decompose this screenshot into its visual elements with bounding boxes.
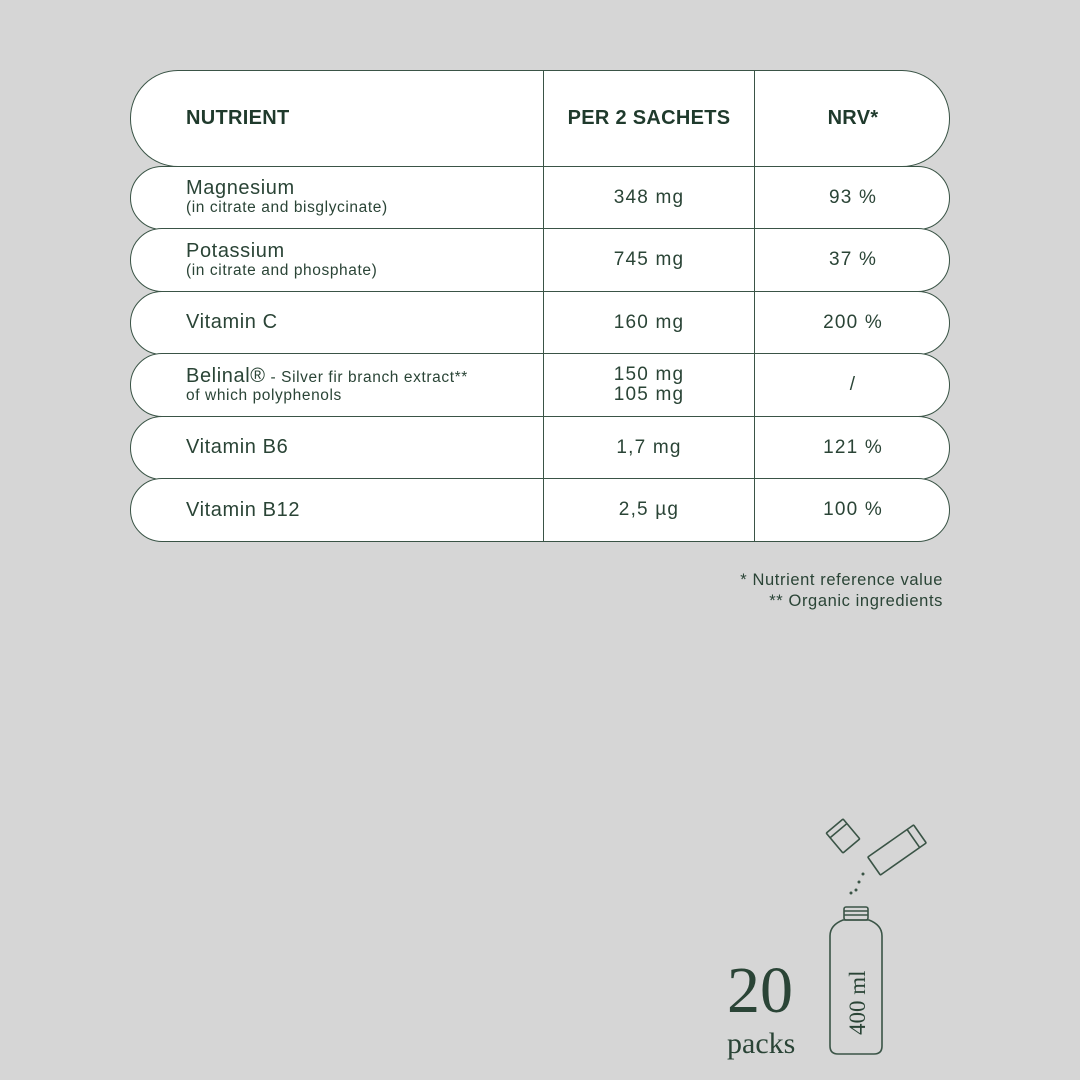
amount-cell: [544, 167, 754, 229]
nutrient-name: Magnesium: [186, 177, 295, 199]
header-nutrient: NUTRIENT: [186, 107, 290, 129]
nrv-cell: [755, 292, 951, 354]
header-nutrient-cell: [186, 71, 536, 166]
sachet-icon: [826, 819, 926, 875]
nutrient-amount: 160 mg: [613, 311, 685, 333]
amount-cell: [544, 354, 754, 416]
nrv-cell: [755, 229, 951, 291]
table-header-row: [130, 70, 950, 167]
nutrient-cell: [186, 292, 536, 354]
sachet-bottle-illustration: [810, 810, 940, 1070]
header-amount-cell: [544, 71, 754, 166]
header-nrv-cell: [755, 71, 951, 166]
nutrient-nrv: 200 %: [823, 311, 883, 333]
table-row-magnesium: [130, 166, 950, 230]
nutrient-nrv: 93 %: [828, 186, 878, 208]
nutrient-name: Vitamin C: [186, 311, 278, 333]
footnote-organic: ** Organic ingredients: [769, 592, 943, 610]
table-row-vitamin-b6: [130, 416, 950, 480]
nutrient-note: of which polyphenols: [186, 386, 342, 404]
nrv-cell: [755, 479, 951, 541]
pack-count: 20: [727, 954, 793, 1027]
nutrient-cell: [186, 167, 536, 229]
nutrient-name: Vitamin B6: [186, 436, 289, 458]
nutrient-cell: [186, 229, 536, 291]
nutrient-description: - Silver fir branch extract**: [265, 368, 468, 386]
nutrient-amount: 745 mg: [613, 249, 685, 270]
table-row-vitamin-c: [130, 291, 950, 355]
nutrient-name: Vitamin B12: [186, 498, 301, 521]
amount-cell: [544, 229, 754, 291]
nutrient-cell: [186, 417, 536, 479]
powder-dots: [850, 873, 865, 895]
footnotes: [740, 570, 943, 612]
table-row-belinal: [130, 353, 950, 417]
nutrient-note: (in citrate and bisglycinate): [186, 199, 388, 216]
nutrient-amount: 348 mg: [613, 186, 685, 208]
nrv-cell: [755, 354, 951, 416]
nrv-cell: [755, 417, 951, 479]
nutrient-nrv: 37 %: [828, 249, 878, 270]
nutrient-cell: [186, 479, 536, 541]
table-row-vitamin-b12: [130, 478, 950, 542]
nutrient-cell: [186, 354, 536, 416]
amount-cell: [544, 479, 754, 541]
header-nrv: NRV*: [827, 107, 879, 129]
pack-unit: packs: [727, 1027, 796, 1060]
bottle-volume-label: 400 ml: [845, 970, 870, 1035]
nutrient-name: Potassium: [186, 239, 285, 262]
nutrient-name: Belinal®: [186, 364, 266, 387]
nutrient-amount: 150 mg: [613, 364, 685, 385]
nutrient-nrv: 100 %: [823, 499, 883, 520]
header-amount: PER 2 SACHETS: [567, 107, 731, 129]
amount-cell: [544, 292, 754, 354]
nutrient-nrv: /: [849, 374, 857, 395]
nrv-cell: [755, 167, 951, 229]
amount-cell: [544, 417, 754, 479]
nutrient-note: (in citrate and phosphate): [186, 261, 378, 279]
footnote-nrv: * Nutrient reference value: [740, 571, 943, 589]
nutrient-amount-secondary: 105 mg: [613, 384, 685, 405]
table-row-potassium: [130, 228, 950, 292]
nutrition-table: [130, 70, 950, 542]
nutrient-nrv: 121 %: [823, 436, 883, 458]
nutrient-amount: 2,5 µg: [618, 499, 680, 520]
nutrient-amount: 1,7 mg: [616, 436, 682, 458]
